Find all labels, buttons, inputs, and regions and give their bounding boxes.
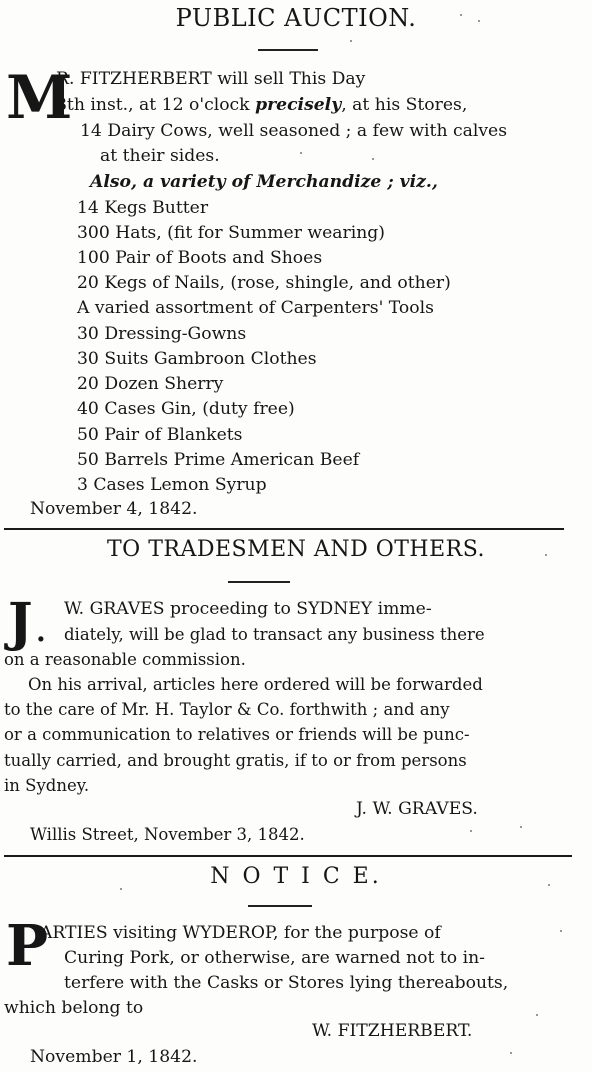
notice-line-1: ARTIES visiting WYDEROP, for the purpose of	[40, 923, 441, 943]
heading-divider	[228, 581, 290, 583]
tradesmen-date: Willis Street, November 3, 1842.	[30, 825, 305, 844]
print-speck	[300, 152, 302, 154]
auction-item: 50 Barrels Prime American Beef	[77, 450, 360, 470]
auction-item: 40 Cases Gin, (duty free)	[77, 399, 295, 419]
notice-date: November 1, 1842.	[30, 1047, 198, 1067]
print-speck	[510, 1052, 512, 1054]
print-speck	[372, 158, 374, 160]
auction-item: 300 Hats, (fit for Summer wearing)	[77, 223, 385, 243]
heading-divider	[258, 49, 318, 51]
print-speck	[560, 930, 562, 932]
print-speck	[460, 14, 462, 16]
tradesmen-heading: TO TRADESMEN AND OTHERS.	[107, 537, 485, 562]
tradesmen-line-7: tually carried, and brought gratis, if to or from persons	[4, 751, 467, 770]
notice-heading: N O T I C E.	[210, 864, 382, 889]
notice-dropcap: P	[6, 913, 49, 979]
tradesmen-dropcap-dot: .	[36, 615, 46, 648]
auction-heading: PUBLIC AUCTION.	[175, 4, 417, 32]
auction-item: 100 Pair of Boots and Shoes	[77, 248, 323, 268]
auction-item: 14 Kegs Butter	[77, 198, 209, 218]
tradesmen-dropcap: J	[8, 592, 33, 653]
section-divider	[4, 855, 572, 857]
auction-item: A varied assortment of Carpenters' Tools	[77, 298, 434, 318]
print-speck	[470, 830, 472, 832]
print-speck	[545, 554, 547, 556]
notice-line-3: terfere with the Casks or Stores lying thereabouts,	[64, 973, 509, 993]
heading-divider	[248, 905, 312, 907]
tradesmen-signature: J. W. GRAVES.	[356, 799, 478, 819]
print-speck	[478, 20, 480, 22]
notice-line-4: which belong to	[4, 998, 144, 1018]
auction-date: November 4, 1842.	[30, 499, 198, 519]
auction-cows-line-1: 14 Dairy Cows, well seasoned ; a few with calves	[80, 121, 508, 141]
print-speck	[350, 40, 352, 42]
notice-line-2: Curing Pork, or otherwise, are warned not to in-	[64, 948, 485, 968]
tradesmen-line-5: to the care of Mr. H. Taylor & Co. forthwith ; and any	[4, 700, 450, 719]
auction-cows-line-2: at their sides.	[100, 146, 220, 166]
auction-also-line: Also, a variety of Merchandize ; viz.,	[90, 172, 438, 192]
tradesmen-line-8: in Sydney.	[4, 776, 90, 795]
tradesmen-line-4: On his arrival, articles here ordered will be forwarded	[28, 675, 483, 694]
tradesmen-line-3: on a reasonable commission.	[4, 650, 246, 669]
notice-signature: W. FITZHERBERT.	[312, 1021, 473, 1041]
print-speck	[548, 884, 550, 886]
auction-line-1: R. FITZHERBERT will sell This Day	[56, 69, 366, 89]
tradesmen-line-1: W. GRAVES proceeding to SYDNEY imme-	[64, 599, 432, 619]
auction-dropcap: M	[6, 63, 73, 133]
auction-item: 30 Suits Gambroon Clothes	[77, 349, 317, 369]
tradesmen-line-2: diately, will be glad to transact any business there	[64, 625, 485, 644]
auction-item: 3 Cases Lemon Syrup	[77, 475, 267, 495]
auction-item: 20 Kegs of Nails, (rose, shingle, and other)	[77, 273, 451, 293]
auction-item: 50 Pair of Blankets	[77, 425, 243, 445]
auction-line-2: 8th inst., at 12 o'clock precisely, at his Stores,	[56, 95, 468, 115]
print-speck	[120, 888, 122, 890]
auction-item: 30 Dressing-Gowns	[77, 324, 247, 344]
tradesmen-line-6: or a communication to relatives or friends will be punc-	[4, 725, 470, 744]
auction-item: 20 Dozen Sherry	[77, 374, 224, 394]
print-speck	[520, 826, 522, 828]
print-speck	[536, 1014, 538, 1016]
section-divider	[4, 528, 564, 530]
